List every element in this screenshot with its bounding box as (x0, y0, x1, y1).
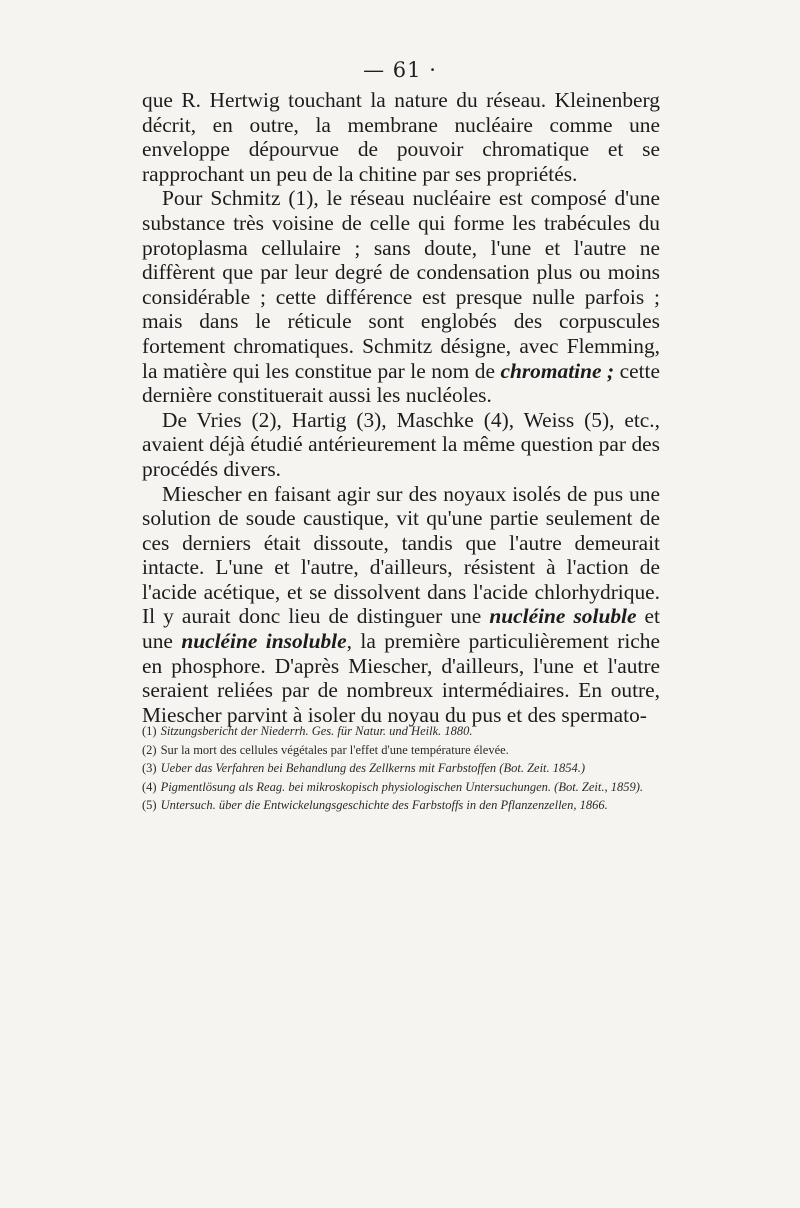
footnote (142, 722, 660, 741)
paragraph (142, 186, 660, 407)
emphasized-term: chromatine ; (500, 358, 615, 383)
footnote (142, 759, 660, 778)
paragraph-text: Miescher en faisant agir sur des noyaux isolés de pus une solution de soude caustique, vit qu'une partie seulement de ces derniers était dissoute, tandis que l'autre demeurait intacte. L'une et l'autre, d'ailleurs, résistent à l'action de l'acide acétique, et se dissolvent dans l'acide chlorhydrique. Il y aurait donc lieu de distinguer une (142, 481, 660, 629)
footnote-number: (3) (142, 761, 157, 775)
footnotes (142, 722, 660, 815)
footnote-text: Sitzungsbericht der Niederrh. Ges. für Natur. und Heilk. 1880. (160, 724, 473, 738)
footnote-text: Ueber das Verfahren bei Behandlung des Zellkerns mit Farbstoffen (Bot. Zeit. 1854.) (160, 761, 586, 775)
emphasized-term: nucléine insoluble (181, 629, 347, 654)
paragraph (142, 88, 660, 186)
footnote-text: Sur la mort des cellules végétales par l'effet d'une température élevée. (160, 742, 509, 757)
footnote-number: (4) (142, 779, 157, 794)
footnote-text: Untersuch. über die Entwickelungsgeschichte des Farbstoffs in den Pflanzenzellen, 1866. (160, 798, 608, 812)
footnote (142, 741, 660, 760)
paragraph (142, 408, 660, 482)
footnote (142, 778, 660, 797)
paragraph-text: De Vries (2), Hartig (3), Maschke (4), Weiss (5), etc., avaient déjà étudié antérieurement la même question par des procédés divers. (142, 407, 660, 481)
paragraph-text: , la première particulièrement riche en phosphore. D'après Miescher, d'ailleurs, l'une et l'autre seraient reliées par de nombreux intermédiaires. En outre, Miescher parvint à isoler du noyau du pus et des spermato- (142, 629, 660, 727)
footnote-number: (2) (142, 742, 157, 757)
footnote-text: Pigmentlösung als Reag. bei mikroskopisch physiologischen Untersuchungen. (Bot. Zeit., 1859). (160, 779, 644, 794)
body-text (142, 88, 660, 727)
footnote-number: (5) (142, 798, 157, 812)
paragraph-text: cette dernière constituerait aussi les nucléoles. (142, 358, 660, 408)
footnote-number: (1) (142, 724, 157, 738)
paragraph-text: Pour Schmitz (1), le réseau nucléaire est composé d'une substance très voisine de celle qui forme les trabécules du protoplasma cellulaire ; sans doute, l'une et l'autre ne diffèrent que par leur degré de condensation plus ou moins considérable ; cette différence est presque nulle parfois ; mais dans le réticule sont englobés des corpuscules fortement chromatiques. Schmitz désigne, avec Flemming, la matière qui les constitue par le nom de (142, 186, 660, 383)
emphasized-term: nucléine soluble (489, 604, 637, 629)
paragraph (142, 482, 660, 728)
paragraph-text: et une (142, 604, 660, 654)
page-number: — 61 · (363, 58, 437, 82)
footnote (142, 796, 660, 815)
paragraph-text: que R. Hertwig touchant la nature du réseau. Kleinenberg décrit, en outre, la membrane nucléaire comme une enveloppe dépourvue de pouvoir chromatique et se rapprochant un peu de la chitine par ses propriétés. (142, 88, 660, 186)
